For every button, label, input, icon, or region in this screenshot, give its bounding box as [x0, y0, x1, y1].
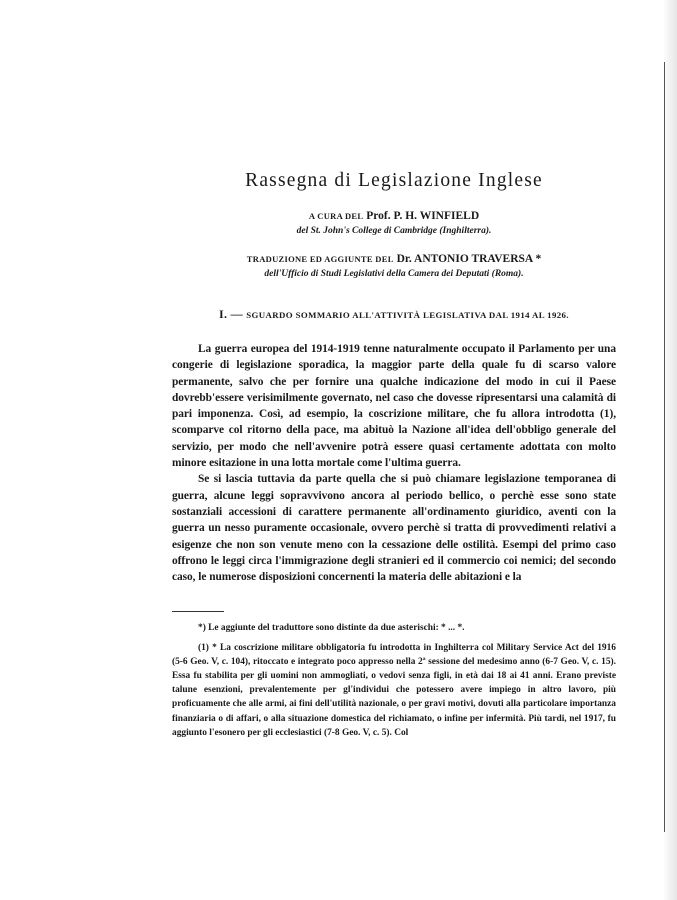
translation-affiliation: dell'Ufficio di Studi Legislativi della Camera dei Deputati (Roma). [264, 269, 524, 279]
translation-line [172, 251, 616, 267]
credit-name: Prof. P. H. WINFIELD [366, 210, 480, 222]
translation-name: Dr. ANTONIO TRAVERSA * [396, 253, 542, 265]
section-number: I. — [219, 307, 243, 321]
footnote-translator: *) Le aggiunte del traduttore sono distinte da due asterischi: * ... *. [198, 623, 465, 634]
body-paragraph-1: La guerra europea del 1914-1919 tenne naturalmente occupato il Parlamento per una congerie di legislazione sporadica, la maggior parte della quale fu di scarso valore permanente, salvo che per fornire una qualche indicazione del modo in cui il Paese dovrebb'essere verisimilmente governato, nel caso che dovesse ripresentarsi una calamità di pari imponenza. Così, ad esempio, la coscrizione militare, che fu allora introdotta (1), scomparve col ritorno della pace, ma abituò la Nazione all'idea dell'obbligo generale del servizio, per modo che nell'avvenire potrà essere quasi certamente adottata con molto minore esitazione in una lotta mortale come l'ultima guerra. [172, 343, 616, 470]
footnote-rule [172, 611, 224, 612]
adjacent-page-edge [663, 0, 677, 900]
page-title: Rassegna di Legislazione Inglese [245, 170, 543, 191]
body-paragraph-2: Se si lascia tuttavia da parte quella che si può chiamare legislazione temporanea di guerra, alcune leggi sopravvivono ancora al periodo bellico, o perchè esse sono state sostanziali accessioni di carattere permanente all'ordinamento giuridico, aventi con la guerra un nesso puramente occasionale, ovvero perchè si tratta di provvedimenti relativi a esigenze che non son venute meno con la cessazione delle ostilità. Esempi del primo caso offrono le leggi circa l'immigrazione degli stranieri ed il commercio coi nemici; del secondo caso, le numerose disposizioni concernenti la materia delle abitazioni e la [172, 473, 616, 584]
section-title: SGUARDO SOMMARIO ALL'ATTIVITÀ LEGISLATIVA DAL 1914 AL 1926. [246, 310, 569, 320]
credit-affiliation: del St. John's College di Cambridge (Inghilterra). [296, 226, 492, 236]
translation-prefix: TRADUZIONE ED AGGIUNTE DEL [246, 254, 394, 264]
credit-prefix: A CURA DEL [308, 211, 364, 221]
document-page [172, 170, 616, 740]
credit-line [172, 208, 616, 224]
page-edge-line [664, 62, 665, 832]
section-heading [172, 307, 616, 322]
footnote-1: (1) * La coscrizione militare obbligatoria fu introdotta in Inghilterra col Military Service Act del 1916 (5-6 Geo. V, c. 104), ritoccato e integrato poco appresso nella 2ª sessione del medesimo anno (6-7 Geo. V, c. 15). Essa fu stabilita per gli uomini non ammogliati, o vedovi senza figli, in età dai 18 ai 41 anni. Erano previste talune esenzioni, prevalentemente per gl'individui che potessero avere impiego in altro lavoro, più proficuamente che alle armi, ai fini dell'utilità nazionale, o per gravi motivi, dovuti alla particolare importanza finanziaria o di affari, o alla situazione domestica del richiamato, o infine per infermità. Più tardi, nel 1917, fu aggiunto l'esonero per gli ecclesiastici (7-8 Geo. V, c. 5). Col [172, 642, 616, 738]
